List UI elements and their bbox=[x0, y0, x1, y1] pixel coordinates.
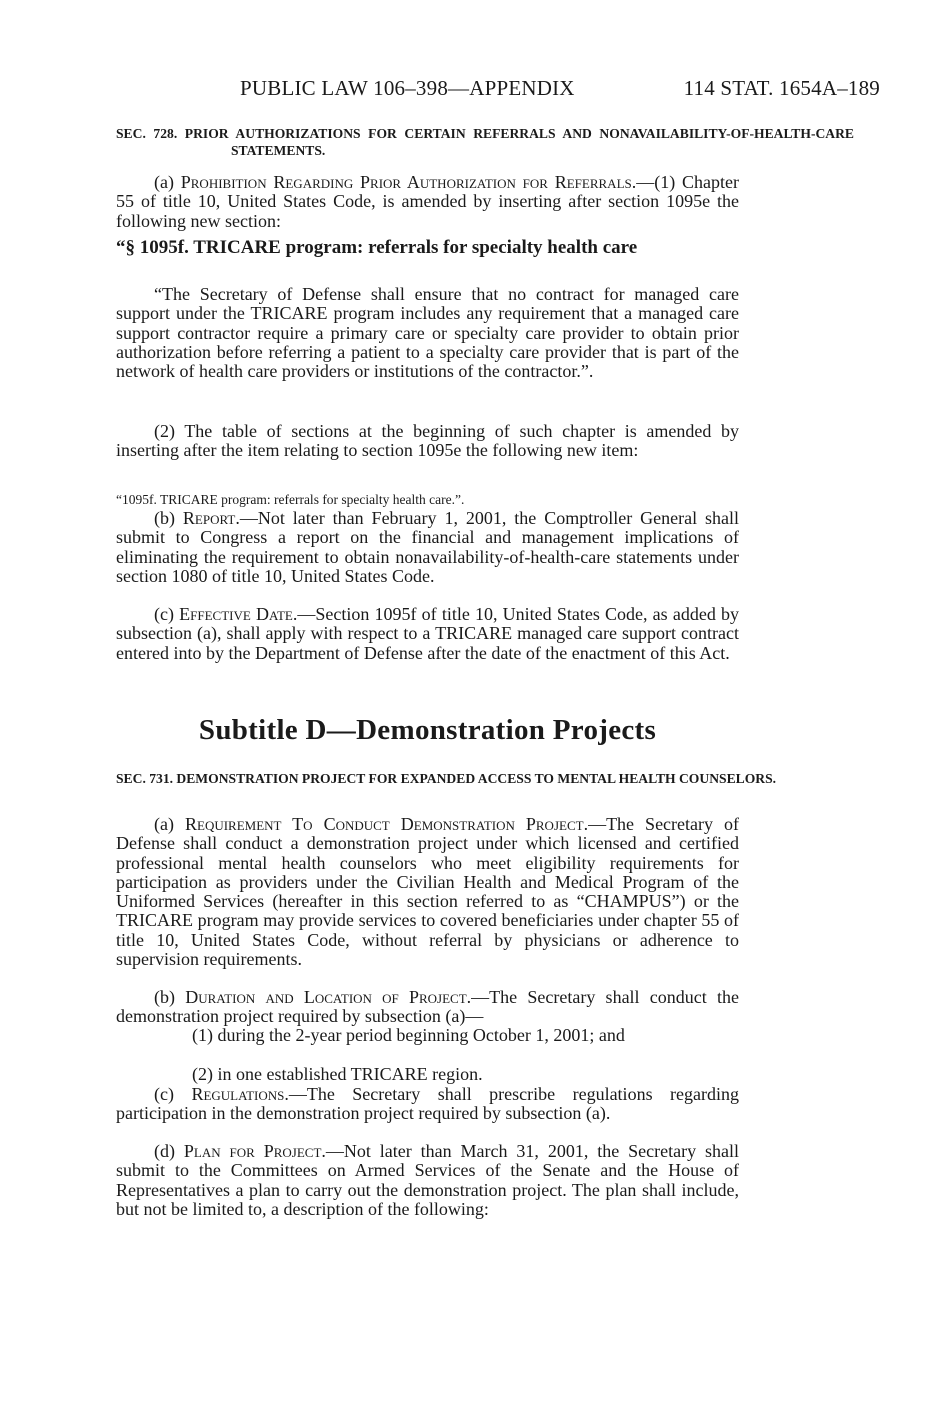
subsection-a-label: (a) bbox=[154, 814, 185, 834]
subsection-c-label: (c) bbox=[154, 604, 180, 624]
subsection-a-text: .—The Secretary of Defense shall conduct a demonstration project under which licensed and certified professional mental health counselors who meet eligibility requirements for participation as providers under the Civilian Health and Medical Program of the Uniformed Services (hereafter in this section referred to as “CHAMPUS”) or the TRICARE program may provide services to covered beneficiaries under chapter 55 of title 10, United States Code, without referral by physicians or adherence to supervision requirements. bbox=[116, 814, 740, 970]
section-728-paragraph-2: (2) The table of sections at the beginning of such chapter is amended by inserting after the item relating to section 1095e the following new item: bbox=[116, 421, 739, 461]
new-section-1095f-heading: “§ 1095f. TRICARE program: referrals for specialty health care bbox=[116, 237, 638, 258]
subsection-a-label: (a) bbox=[154, 172, 181, 192]
subsection-d-text: .—Not later than March 31, 2001, the Secretary shall submit to the Committees on Armed Services of the Senate and the House of Representatives a plan to carry out the demonstration project. The plan shall include, but not be limited to, a description of the following: bbox=[116, 1141, 739, 1219]
section-731-heading: SEC. 731. DEMONSTRATION PROJECT FOR EXPANDED ACCESS TO MENTAL HEALTH COUNSELORS. bbox=[116, 771, 777, 786]
paragraph-b1-text: (1) during the 2-year period beginning October 1, 2001; and bbox=[192, 1025, 625, 1045]
section-731-paragraph-b2: (2) in one established TRICARE region. bbox=[192, 1064, 483, 1084]
subsection-c-label: (c) bbox=[154, 1084, 192, 1104]
section-731-paragraph-b1 bbox=[116, 1026, 739, 1045]
subsection-c-caption: Regulations bbox=[191, 1084, 285, 1104]
subsection-b-label: (b) bbox=[154, 987, 186, 1007]
section-728-subsection-b bbox=[116, 509, 739, 586]
subsection-b-caption: Duration and Location of Project bbox=[185, 987, 467, 1007]
subsection-c-text: .—Section 1095f of title 10, United States Code, as added by subsection (a), shall apply with respect to a TRICARE managed care support contract entered into by the Department of Defense after the date of the enactment of this Act. bbox=[116, 604, 739, 663]
section-731-subsection-a bbox=[116, 815, 739, 969]
section-731-subsection-c bbox=[116, 1085, 739, 1124]
header-law-citation: PUBLIC LAW 106–398—APPENDIX bbox=[240, 76, 575, 100]
subsection-c-caption: Effective Date bbox=[179, 604, 293, 624]
subsection-b-text: .—The Secretary shall conduct the demonstration project required by subsection (a)— bbox=[116, 987, 739, 1027]
section-728-subsection-c bbox=[116, 605, 739, 663]
section-728-subsection-a bbox=[116, 173, 739, 231]
subsection-a-caption: Requirement To Conduct Demonstration Project bbox=[185, 814, 584, 834]
header-statute-page: 114 STAT. 1654A–189 bbox=[683, 76, 880, 100]
subsection-b-text: .—Not later than February 1, 2001, the Comptroller General shall submit to Congress a report on the financial and management implications of eliminating the requirement to obtain nonavailability-of-health-care statements under section 1080 of title 10, United States Code. bbox=[116, 508, 739, 586]
new-section-1095f-text: “The Secretary of Defense shall ensure that no contract for managed care support under the TRICARE program includes any requirement that a managed care support contractor require a primary care or specialty care provider to obtain prior authorization before referring a patient to a specialty care provider that is part of the network of health care providers or institutions of the contractor.”. bbox=[116, 284, 739, 382]
subsection-d-label: (d) bbox=[154, 1141, 184, 1161]
subsection-d-caption: Plan for Project bbox=[183, 1141, 322, 1161]
section-728-heading: SEC. 728. PRIOR AUTHORIZATIONS FOR CERTAIN REFERRALS AND NONAVAILABILITY-OF-HEALTH-CARE STATEMENTS. bbox=[116, 126, 854, 158]
subsection-a-caption: Prohibition Regarding Prior Authorization for Referrals bbox=[180, 172, 632, 192]
subsection-b-caption: Report bbox=[182, 508, 236, 528]
table-of-sections-item: “1095f. TRICARE program: referrals for specialty health care.”. bbox=[116, 492, 465, 507]
subsection-a-text: .—(1) Chapter 55 of title 10, United States Code, is amended by inserting after section 1095e the following new section: bbox=[116, 172, 739, 231]
subsection-b-label: (b) bbox=[154, 508, 183, 528]
section-731-subsection-d bbox=[116, 1142, 739, 1219]
subtitle-heading: Subtitle D—Demonstration Projects bbox=[198, 714, 657, 746]
section-731-subsection-b bbox=[116, 988, 739, 1027]
subsection-c-text: .—The Secretary shall prescribe regulations regarding participation in the demonstration project required by subsection (a). bbox=[116, 1084, 739, 1124]
